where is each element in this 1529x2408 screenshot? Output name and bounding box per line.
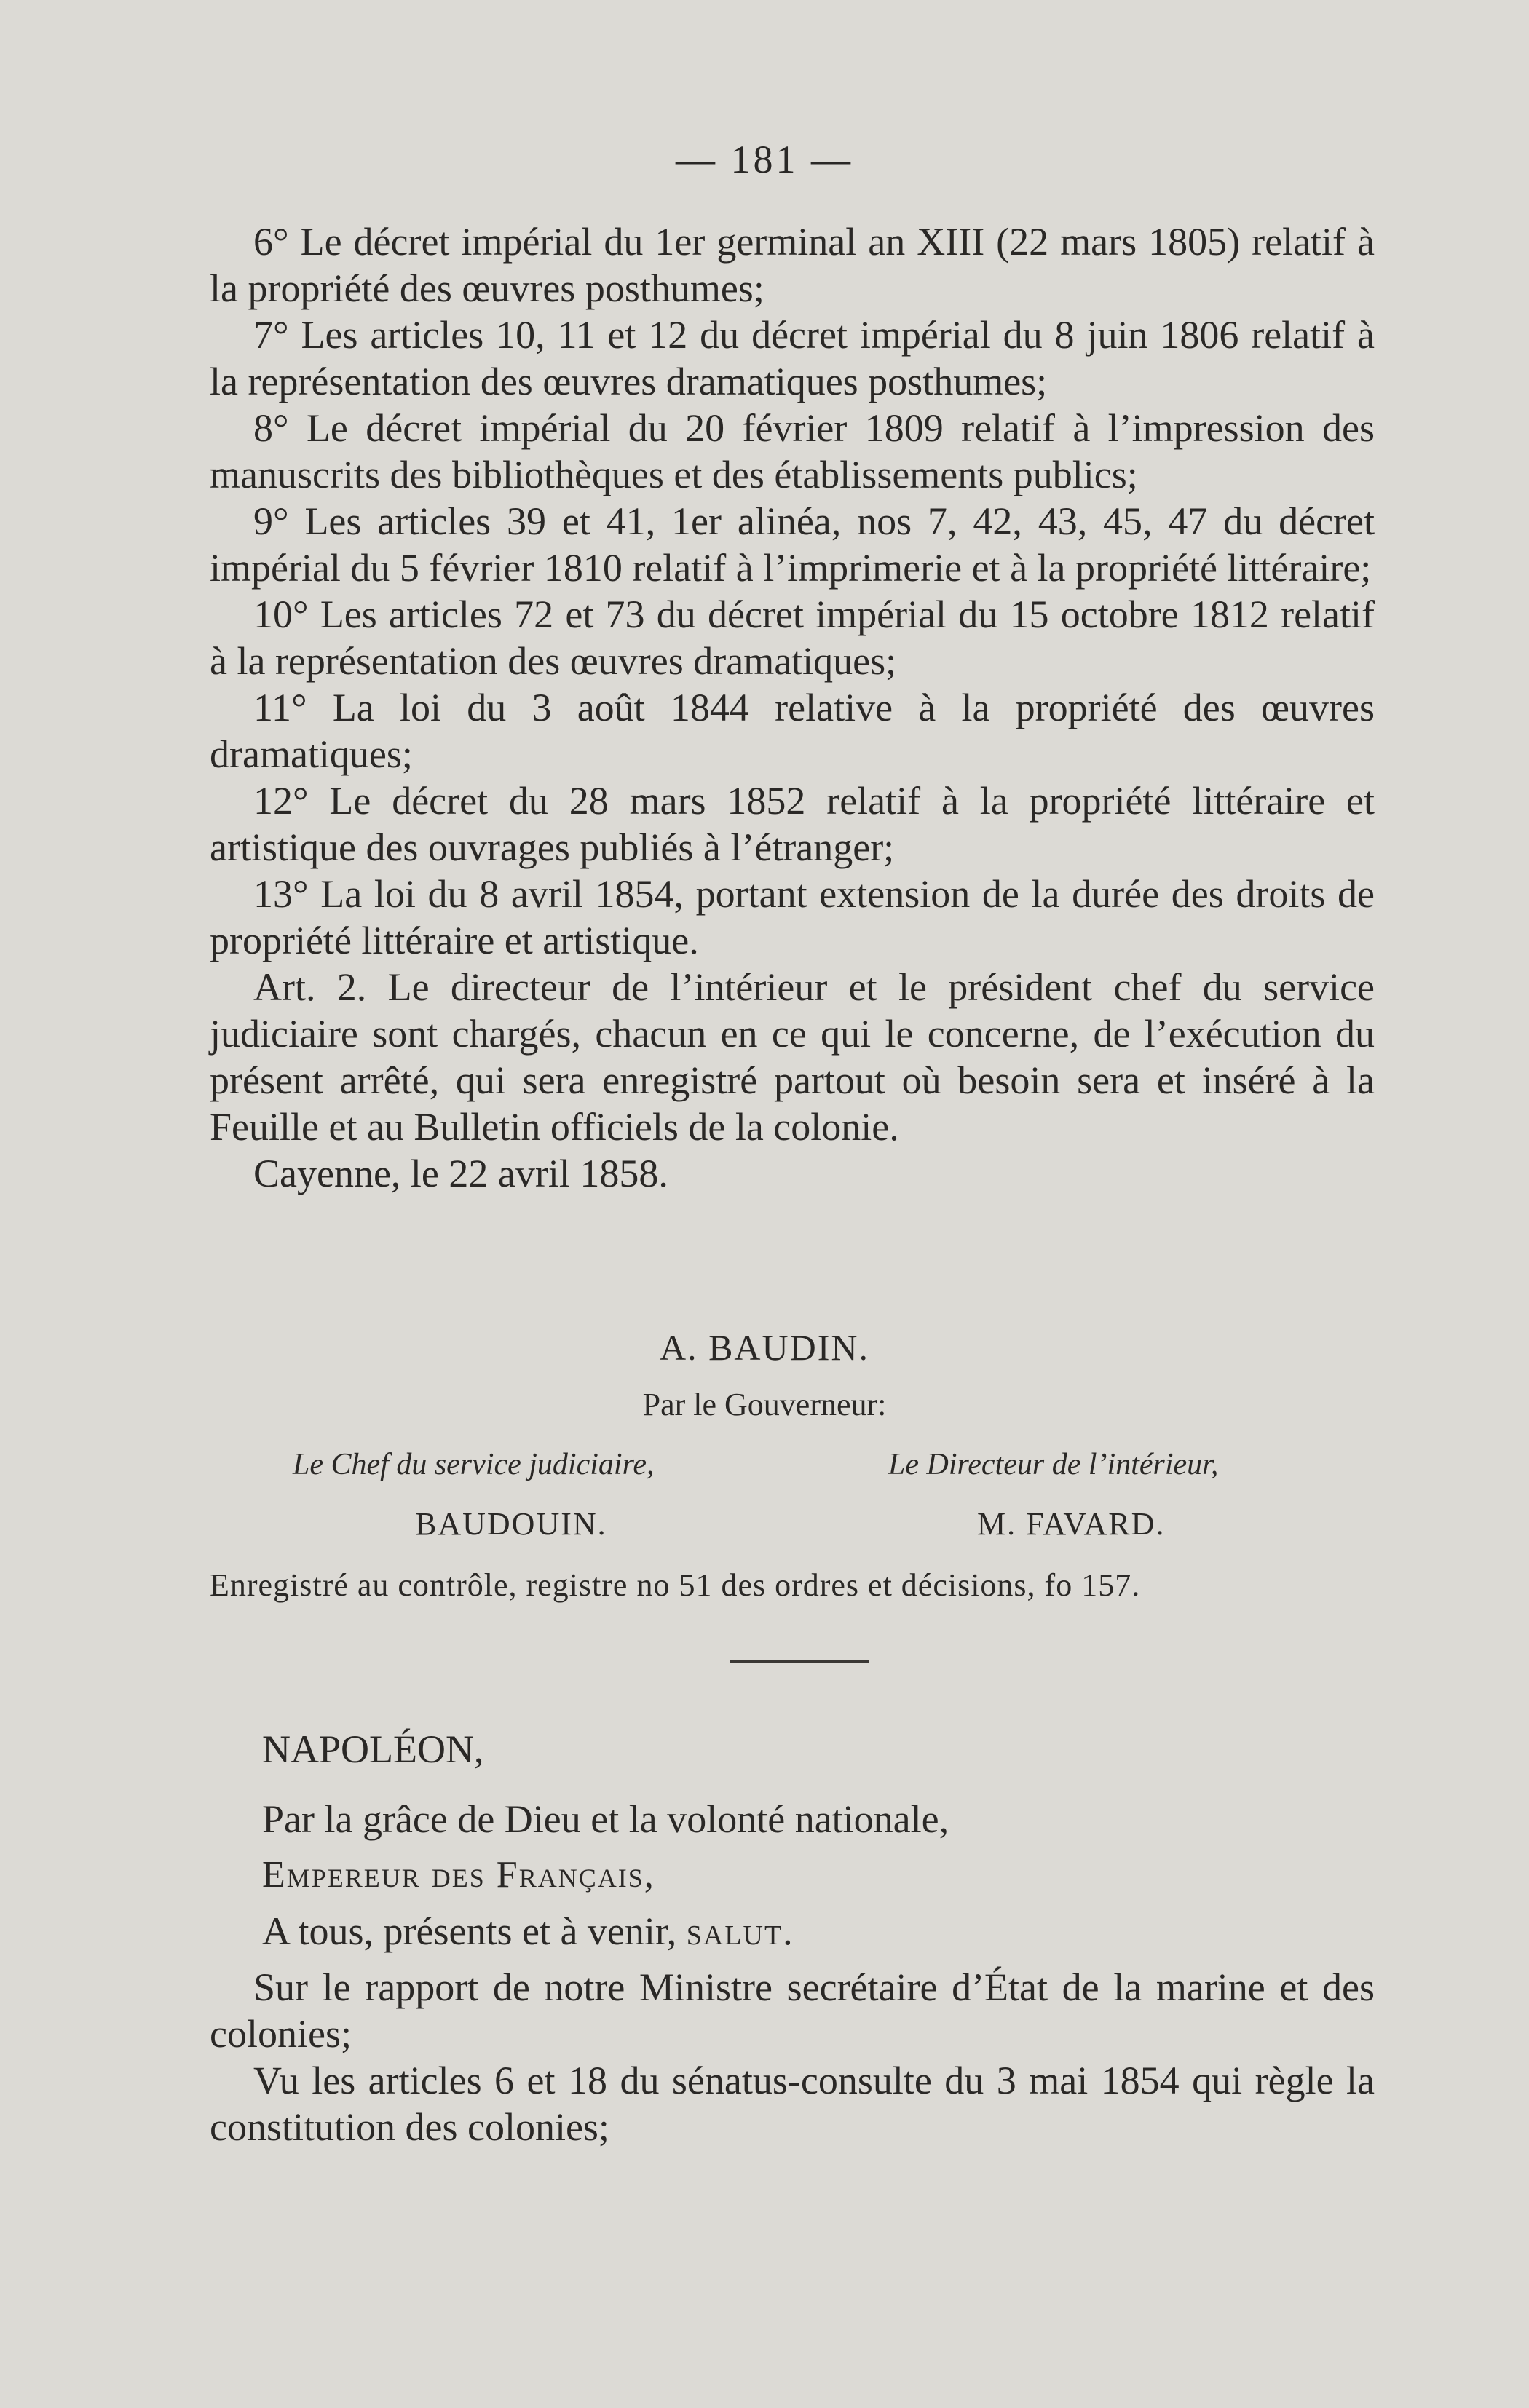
governor-signature: A. BAUDIN. xyxy=(659,1327,870,1368)
article-list xyxy=(210,218,1375,1197)
par-le-gouverneur: Par le Gouverneur: xyxy=(642,1387,887,1422)
decree-heading: NAPOLÉON, xyxy=(262,1727,484,1771)
paragraph-item-9: 9° Les articles 39 et 41, 1er alinéa, nos 7, 42, 43, 45, 47 du décret impérial du 5 février 1810 relatif à l’imprimerie et à la propriété littéraire; xyxy=(210,499,1375,590)
decree-salut-line xyxy=(262,1909,794,1954)
right-signatory-name: M. FAVARD. xyxy=(977,1506,1166,1542)
paragraph-article-2: Art. 2. Le directeur de l’intérieur et le président chef du service judiciaire sont chargés, chacun en ce qui le concerne, de l’exécution du présent arrêté, qui sera enregistré partout où besoin sera et inséré à la Feuille et au Bulletin officiels de la colonie. xyxy=(210,965,1375,1149)
paragraph-item-8: 8° Le décret impérial du 20 février 1809 relatif à l’impression des manuscrits des bibliothèques et des établissements publics; xyxy=(210,406,1375,496)
salut-prefix: A tous, présents et à venir, xyxy=(262,1909,687,1953)
left-signatory-title: Le Chef du service judiciaire, xyxy=(293,1448,655,1481)
paragraph-item-11: 11° La loi du 3 août 1844 relative à la propriété des œuvres dramatiques; xyxy=(210,686,1375,776)
salut-word: salut. xyxy=(686,1909,794,1953)
decree-emperor: Empereur des Français, xyxy=(262,1854,655,1896)
paragraph-item-6: 6° Le décret impérial du 1er germinal an XIII (22 mars 1805) relatif à la propriété des œuvres posthumes; xyxy=(210,220,1375,310)
left-signatory-name: BAUDOUIN. xyxy=(415,1506,607,1542)
section-divider xyxy=(730,1660,869,1663)
registration-note: Enregistré au contrôle, registre no 51 des ordres et décisions, fo 157. xyxy=(210,1567,1141,1603)
decree-paragraph-rapport: Sur le rapport de notre Ministre secrétaire d’État de la marine et des colonies; xyxy=(210,1965,1375,2056)
page-number: — 181 — xyxy=(676,138,853,181)
decree-considerations xyxy=(210,1964,1375,2150)
paragraph-item-12: 12° Le décret du 28 mars 1852 relatif à la propriété littéraire et artistique des ouvrages publiés à l’étranger; xyxy=(210,779,1375,869)
decree-grace: Par la grâce de Dieu et la volonté nationale, xyxy=(262,1797,949,1841)
right-signatory-title: Le Directeur de l’intérieur, xyxy=(888,1448,1219,1481)
decree-paragraph-vu: Vu les articles 6 et 18 du sénatus-consulte du 3 mai 1854 qui règle la constitution des colonies; xyxy=(210,2059,1375,2149)
paragraph-place-date: Cayenne, le 22 avril 1858. xyxy=(253,1152,668,1195)
paragraph-item-7: 7° Les articles 10, 11 et 12 du décret impérial du 8 juin 1806 relatif à la représentation des œuvres dramatiques posthumes; xyxy=(210,313,1375,403)
paragraph-item-13: 13° La loi du 8 avril 1854, portant extension de la durée des droits de propriété littéraire et artistique. xyxy=(210,872,1375,962)
paragraph-item-10: 10° Les articles 72 et 73 du décret impérial du 15 octobre 1812 relatif à la représentation des œuvres dramatiques; xyxy=(210,593,1375,683)
